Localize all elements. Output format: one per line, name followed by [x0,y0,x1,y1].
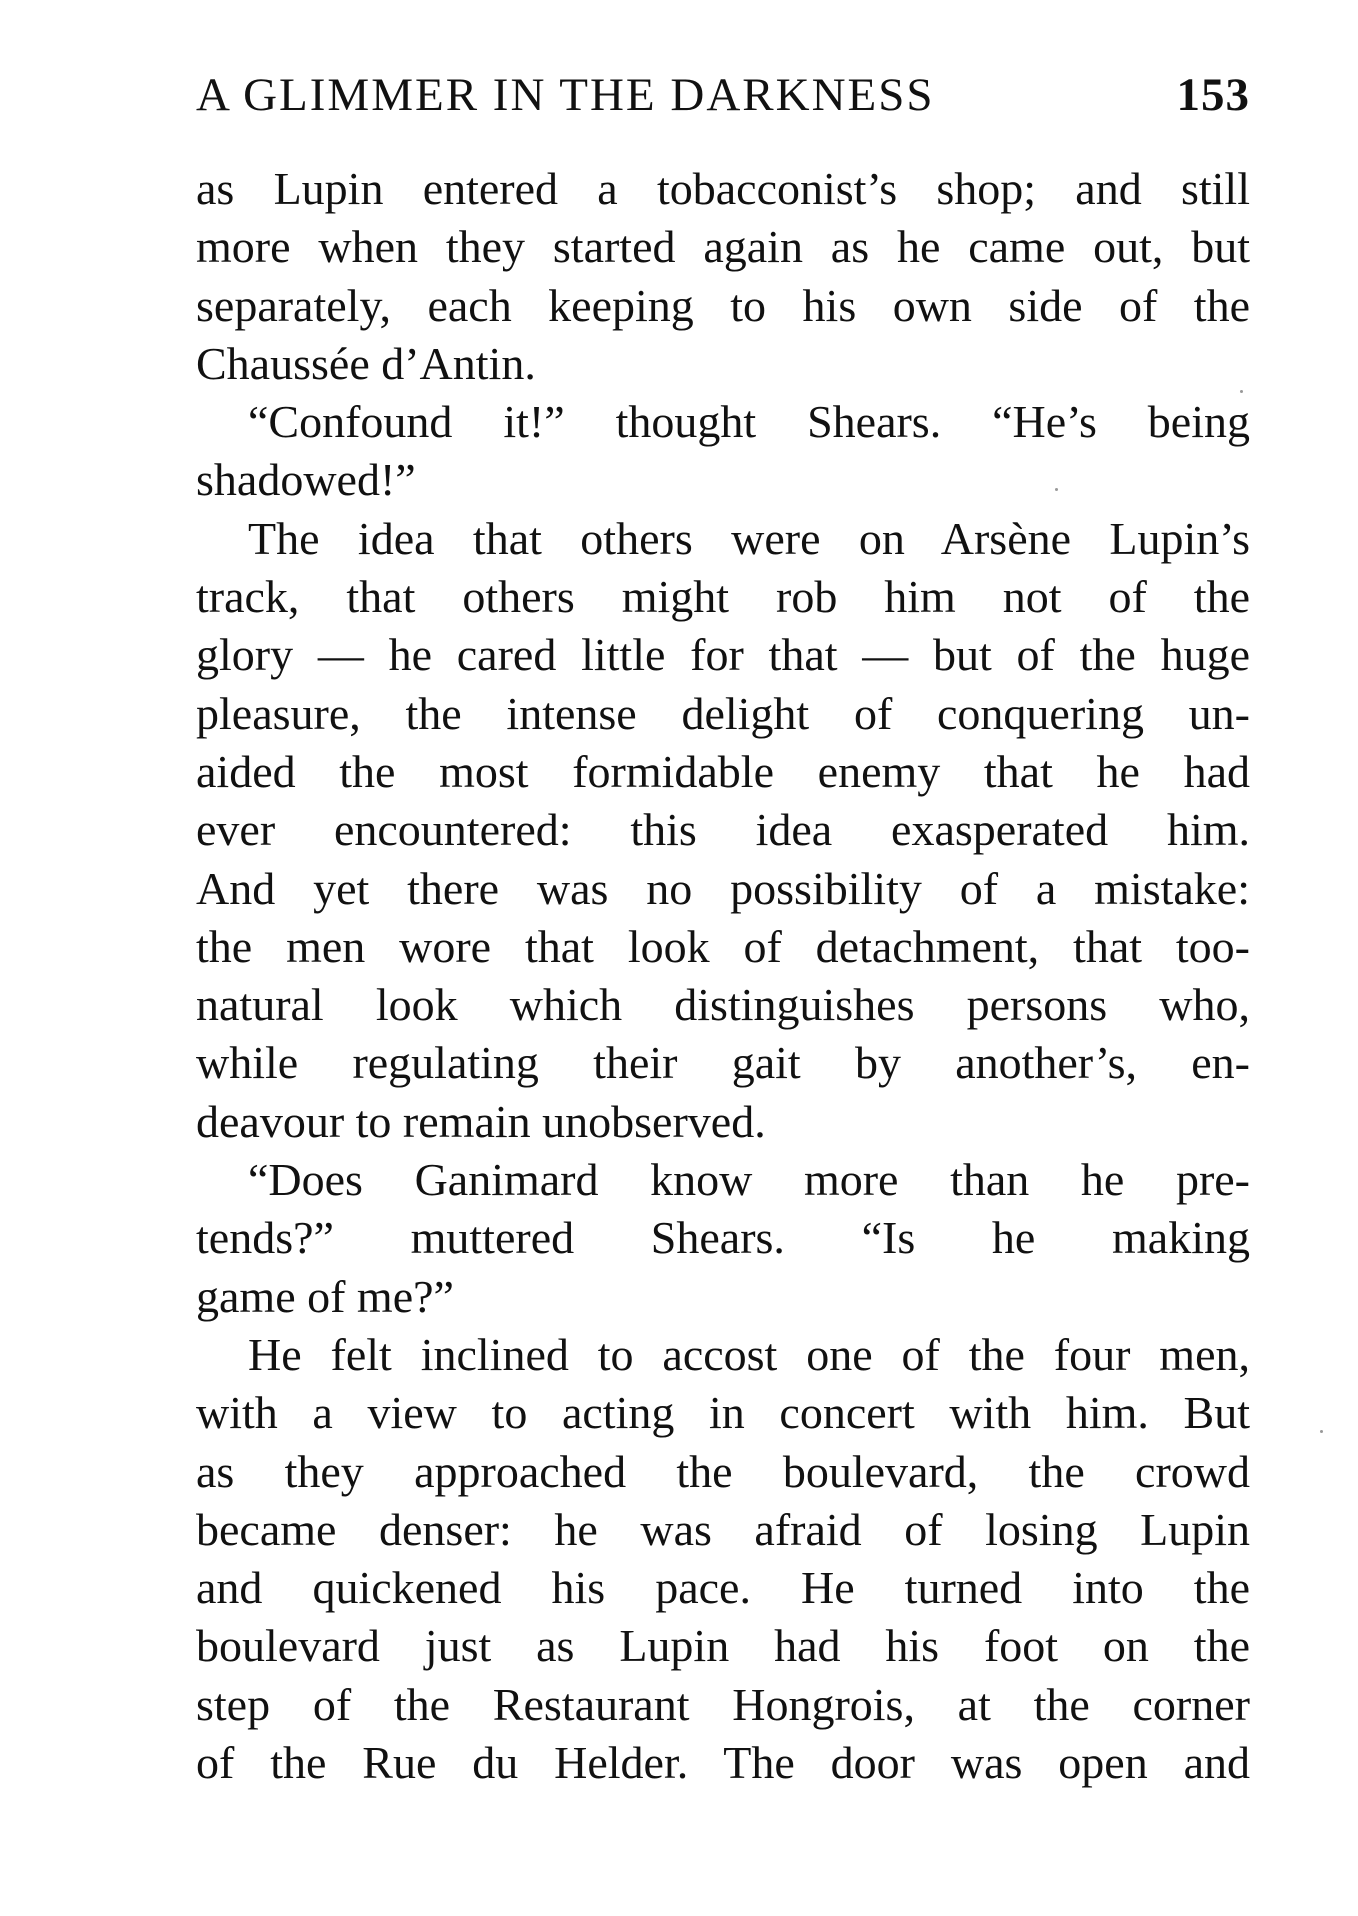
text-line: the men wore that look of detachment, that too- [196,920,1250,972]
text-line: as they approached the boulevard, the crowd [196,1445,1250,1497]
text-line: step of the Restaurant Hongrois, at the corner [196,1678,1250,1730]
text-line: “Does Ganimard know more than he pre- [248,1154,1250,1206]
text-line: boulevard just as Lupin had his foot on the [196,1620,1250,1672]
text-line: glory — he cared little for that — but of the huge [196,629,1250,681]
text-line: track, that others might rob him not of the [196,571,1250,623]
body-text [196,160,1250,1792]
running-head [196,60,1250,130]
text-line: of the Rue du Helder. The door was open and [196,1737,1250,1789]
text-line: shadowed!” [196,454,416,506]
text-line: The idea that others were on Arsène Lupin’s [248,512,1250,564]
text-line: deavour to remain unobserved. [196,1095,766,1147]
text-line: He felt inclined to accost one of the four men, [248,1328,1250,1380]
page-number: 153 [1176,69,1250,121]
text-line: natural look which distinguishes persons who, [196,979,1250,1031]
scan-speck [1320,1430,1323,1433]
text-line: Chaussée d’Antin. [196,337,536,389]
text-line: game of me?” [196,1270,454,1322]
text-line: And yet there was no possibility of a mistake: [196,862,1250,914]
text-line: as Lupin entered a tobacconist’s shop; and still [196,163,1250,214]
scan-speck [1055,488,1058,491]
text-line: ever encountered: this idea exasperated him. [196,804,1250,856]
text-line: and quickened his pace. He turned into the [196,1562,1250,1614]
text-line: more when they started again as he came out, but [196,221,1250,273]
text-line: pleasure, the intense delight of conquering un- [196,687,1250,739]
text-line: “Confound it!” thought Shears. “He’s being [248,396,1250,448]
text-line: became denser: he was afraid of losing Lupin [196,1503,1250,1555]
text-line: separately, each keeping to his own side of the [196,279,1250,331]
text-line: with a view to acting in concert with him. But [196,1387,1250,1439]
text-line: while regulating their gait by another’s, en- [196,1037,1250,1089]
text-line: aided the most formidable enemy that he had [196,745,1250,797]
chapter-title: A GLIMMER IN THE DARKNESS [196,69,935,121]
scan-speck [1240,390,1243,393]
text-line: tends?” muttered Shears. “Is he making [196,1212,1250,1264]
